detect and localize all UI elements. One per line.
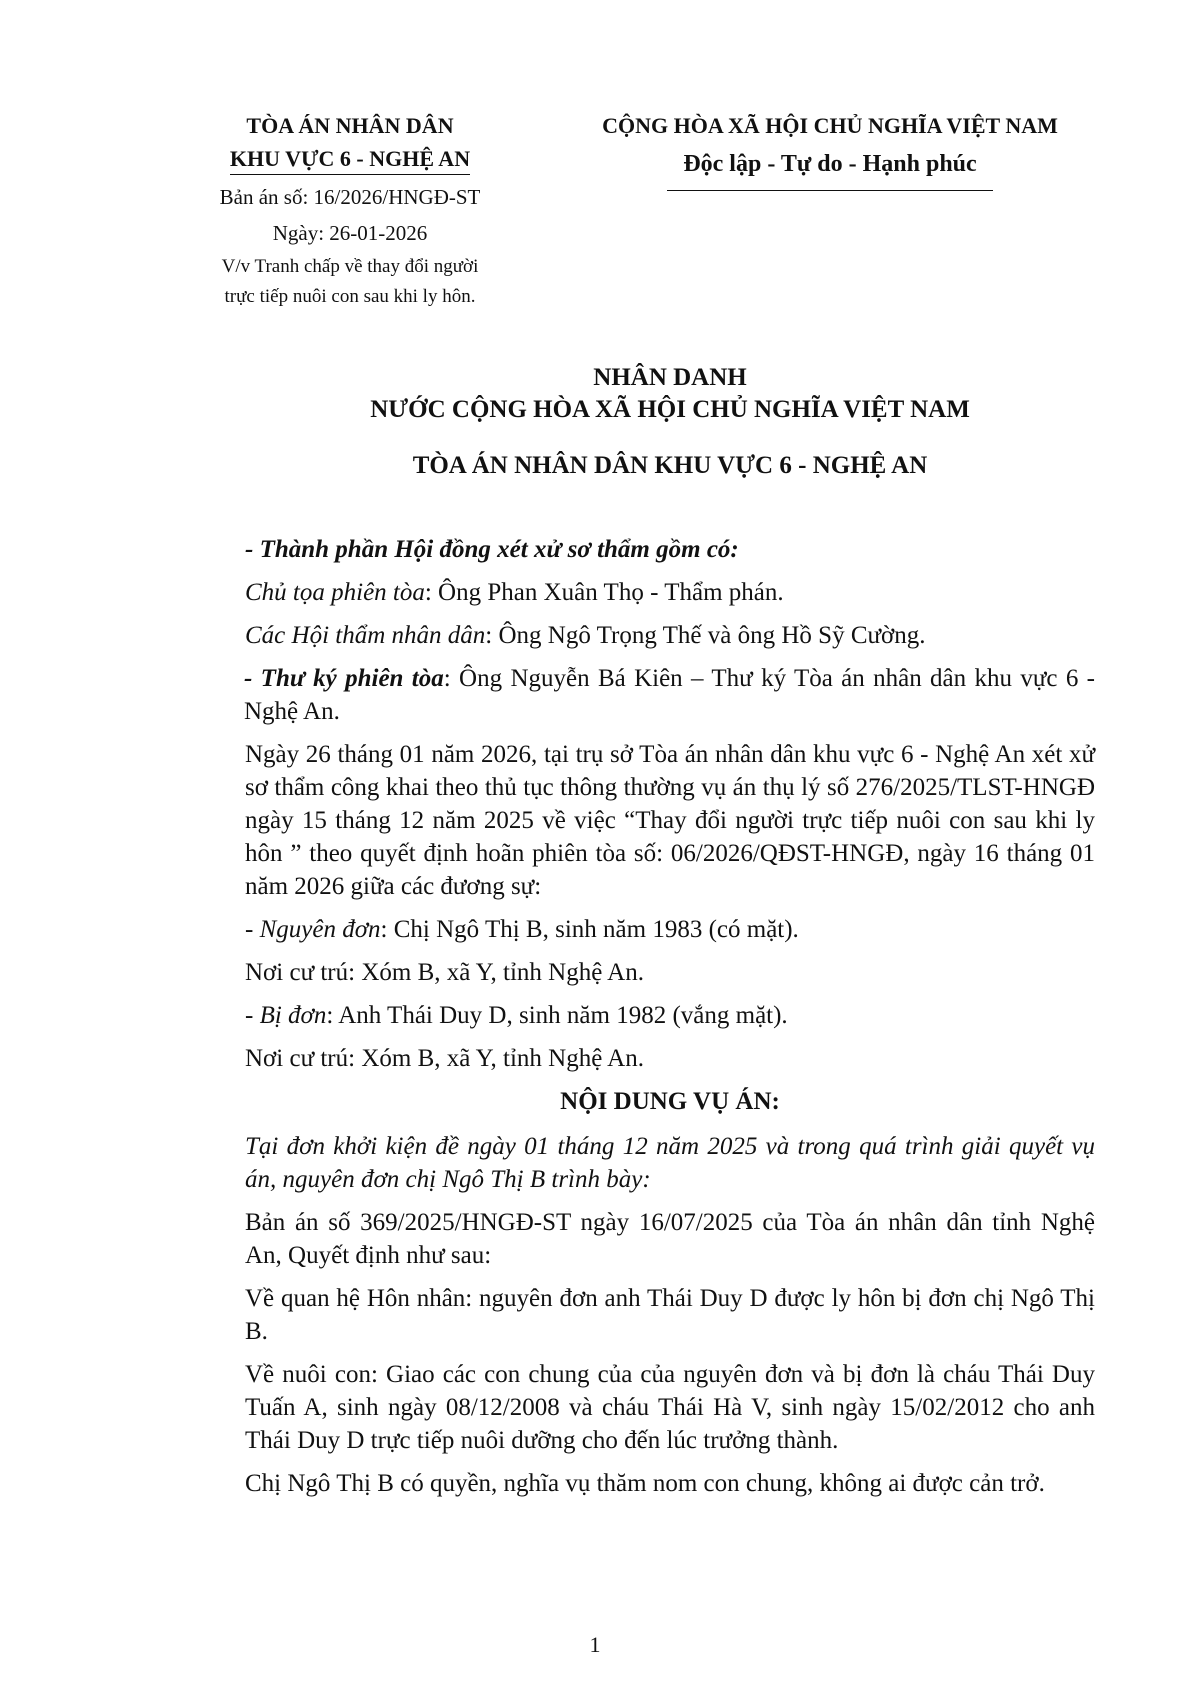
plaintiff: - Nguyên đơn: Chị Ngô Thị B, sinh năm 1983 (có mặt).: [245, 916, 799, 943]
assessors-label: Các Hội thẩm nhân dân: [245, 622, 486, 649]
defendant-residence: Nơi cư trú: Xóm B, xã Y, tỉnh Nghệ An.: [245, 1045, 644, 1072]
presiding-label: Chủ tọa phiên tòa: [245, 579, 425, 606]
case-content-heading: NỘI DUNG VỤ ÁN:: [560, 1088, 780, 1115]
subject-line1: V/v Tranh chấp về thay đổi người: [221, 256, 479, 277]
judgment-body: [245, 533, 1095, 1510]
national-motto: Độc lập - Tự do - Hạnh phúc: [683, 151, 977, 177]
judgment-date: Ngày: 26-01-2026: [272, 221, 428, 245]
defendant-value: : Anh Thái Duy D, sinh năm 1982 (vắng mặt).: [326, 1002, 788, 1029]
plaintiff-label: Nguyên đơn: [259, 916, 381, 943]
court-title: TÒA ÁN NHÂN DÂN KHU VỰC 6 - NGHỆ AN: [412, 452, 928, 479]
presiding-judge: [245, 576, 1095, 609]
defendant: - Bị đơn: Anh Thái Duy D, sinh năm 1982 (vắng mặt).: [245, 1002, 788, 1029]
prior-judgment: Bản án số 369/2025/HNGĐ-ST ngày 16/07/2025 của Tòa án nhân dân tỉnh Nghệ An, Quyết định như sau:: [245, 1209, 1095, 1269]
marriage-decision: Về quan hệ Hôn nhân: nguyên đơn anh Thái Duy D được ly hôn bị đơn chị Ngô Thị B.: [245, 1285, 1095, 1345]
judgment-number: Bản án số: 16/2026/HNGĐ-ST: [219, 185, 481, 209]
custody-decision: Về nuôi con: Giao các con chung của của nguyên đơn và bị đơn là cháu Thái Duy Tuấn A, sinh ngày 08/12/2008 và cháu Thái Hà V, sinh ngày 15/02/2012 cho anh Thái Duy D trực tiếp nuôi dưỡng cho đến lúc trưởng thành.: [245, 1361, 1095, 1454]
court-name-line1: TÒA ÁN NHÂN DÂN: [246, 113, 454, 138]
subject-line2: trực tiếp nuôi con sau khi ly hôn.: [224, 286, 476, 307]
trial-paragraph: Ngày 26 tháng 01 năm 2026, tại trụ sở Tòa án nhân dân khu vực 6 - Nghệ An xét xử sơ thẩm công khai theo thủ tục thông thường vụ án thụ lý số 276/2025/TLST-HNGĐ ngày 15 tháng 12 năm 2025 về việc “Thay đổi người trực tiếp nuôi con sau khi ly hôn ” theo quyết định hoãn phiên tòa số: 06/2026/QĐST-HNGĐ, ngày 16 tháng 01 năm 2026 giữa các đương sự:: [245, 741, 1095, 900]
visitation-rights: Chị Ngô Thị B có quyền, nghĩa vụ thăm nom con chung, không ai được cản trở.: [245, 1470, 1045, 1497]
defendant-label: Bị đơn: [259, 1002, 327, 1029]
in-name-title: NHÂN DANH: [593, 364, 747, 391]
plaintiff-value: : Chị Ngô Thị B, sinh năm 1983 (có mặt).: [380, 916, 799, 943]
petition-intro: Tại đơn khởi kiện đề ngày 01 tháng 12 năm 2025 và trong quá trình giải quyết vụ án, nguyên đơn chị Ngô Thị B trình bày:: [245, 1133, 1095, 1193]
country-title: NƯỚC CỘNG HÒA XÃ HỘI CHỦ NGHĨA VIỆT NAM: [370, 396, 970, 423]
court-clerk: [244, 662, 1095, 728]
presiding-value: : Ông Phan Xuân Thọ - Thẩm phán.: [424, 579, 784, 606]
page-number: 1: [589, 1632, 601, 1657]
nation-name: CỘNG HÒA XÃ HỘI CHỦ NGHĨA VIỆT NAM: [602, 113, 1058, 138]
people-assessors: [245, 619, 1095, 652]
motto-underline: [667, 190, 993, 191]
clerk-value: : Ông Nguyễn Bá Kiên – Thư ký Tòa án nhân dân khu vực 6 - Nghệ An.: [244, 665, 1096, 725]
court-header: [160, 108, 540, 311]
plaintiff-residence: Nơi cư trú: Xóm B, xã Y, tỉnh Nghệ An.: [245, 959, 644, 986]
court-name-line2: KHU VỰC 6 - NGHỆ AN: [230, 144, 470, 175]
assessors-value: : Ông Ngô Trọng Thế và ông Hồ Sỹ Cường.: [485, 622, 926, 649]
panel-heading: - Thành phần Hội đồng xét xử sơ thẩm gồm có:: [245, 536, 739, 563]
judgment-titles: [245, 362, 1095, 482]
national-header: [560, 108, 1100, 191]
clerk-label: - Thư ký phiên tòa: [244, 665, 444, 692]
